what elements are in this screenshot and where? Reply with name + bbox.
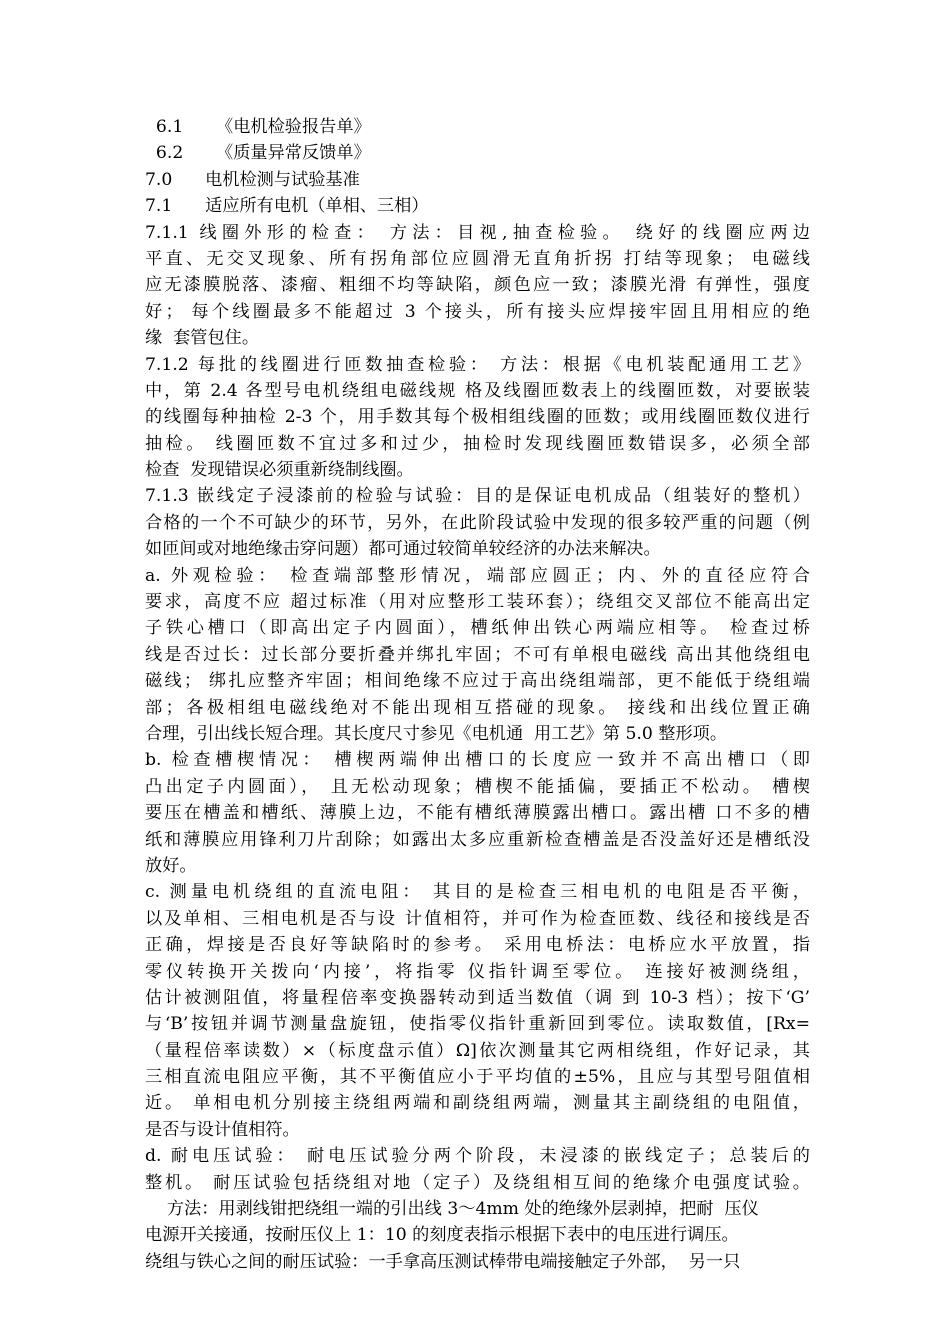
text-line: 磁线； 绑扎应整齐牢固；相间绝缘不应过于高出绕组端部，更不能低于绕组端 xyxy=(145,671,810,692)
text-line: （量程倍率读数）×（标度盘示值）Ω]依次测量其它两相绕组，作好记录，其 xyxy=(145,1040,810,1061)
text-line: c. 测量电机绕组的直流电阻： 其目的是检查三相电机的电阻是否平衡， xyxy=(145,882,810,903)
text-line: 应无漆膜脱落、漆瘤、粗细不均等缺陷，颜色应一致；漆膜光滑 有弹性，强度 xyxy=(145,275,810,296)
text-line: 电源开关接通，按耐压仪上 1：10 的刻度表指示根据下表中的电压进行调压。 xyxy=(145,1225,739,1246)
text-line: 近。 单相电机分别接主绕组两端和副绕组两端，测量其主副绕组的电阻值， xyxy=(145,1093,810,1114)
text-line: a. 外观检验： 检查端部整形情况，端部应圆正；内、外的直径应符合 xyxy=(145,565,810,586)
text-line: 中，第 2.4 各型号电机绕组电磁线规 格及线圈匝数表上的线圈匝数，对要嵌装 xyxy=(145,380,810,401)
text-line: 好； 每个线圈最多不能超过 3 个接头，所有接头应焊接牢固且用相应的绝 xyxy=(145,301,810,322)
text-line: 7.1.2 每批的线圈进行匝数抽查检验： 方法：根据《电机装配通用工艺》 xyxy=(145,354,810,375)
text-line: 整机。 耐压试验包括绕组对地（定子）及绕组相互间的绝缘介电强度试验。 xyxy=(145,1172,810,1193)
text-line: 正确，焊接是否良好等缺陷时的参考。 采用电桥法：电桥应水平放置，指 xyxy=(145,935,810,956)
section-heading: 7.0 电机检测与试验基准 xyxy=(145,169,360,190)
text-line: 检查 发现错误必须重新绕制线圈。 xyxy=(145,460,414,481)
text-line: 绕组与铁心之间的耐压试验：一手拿高压测试棒带电端接触定子外部， 另一只 xyxy=(145,1251,741,1272)
text-line: 线是否过长：过长部分要折叠并绑扎牢固；不可有单根电磁线 高出其他绕组电 xyxy=(145,644,810,665)
text-line: 部；各极相组电磁线绝对不能出现相互搭碰的现象。 接线和出线位置正确 xyxy=(145,697,810,718)
text-line: d. 耐电压试验： 耐电压试验分两个阶段，未浸漆的嵌线定子；总装后的 xyxy=(145,1146,810,1167)
text-line: 6.1 《电机检验报告单》 xyxy=(145,117,371,137)
text-line: 要压在槽盖和槽纸、薄膜上边，不能有槽纸薄膜露出槽口。露出槽 口不多的槽 xyxy=(145,803,810,824)
text-line: 放好。 xyxy=(145,855,197,876)
text-line: 凸出定子内圆面）， 且无松动现象；槽楔不能插偏，要插正不松动。 槽楔 xyxy=(145,776,810,797)
text-line: 平直、无交叉现象、所有拐角部位应圆滑无直角折拐 打结等现象； 电磁线 xyxy=(145,248,810,269)
text-line: 7.1.1 线圈外形的检查： 方法：目视,抽查检验。 绕好的线圈应两边 xyxy=(145,222,810,243)
text-line: 抽检。 线圈匝数不宜过多和过少，抽检时发现线圈匝数错误多，必须全部 xyxy=(145,433,810,454)
text-line: 要求，高度不应 超过标准（用对应整形工装环套）；绕组交叉部位不能高出定 xyxy=(145,592,810,613)
text-line: 7.1.3 嵌线定子浸漆前的检验与试验：目的是保证电机成品（组装好的整机） xyxy=(145,486,810,507)
text-line: 三相直流电阻应平衡，其不平衡值应小于平均值的±5%，且应与其型号阻值相 xyxy=(145,1067,810,1088)
text-line: 子铁心槽口（即高出定子内圆面），槽纸伸出铁心两端应相等。 检查过桥 xyxy=(145,618,810,639)
text-line: 是否与设计值相符。 xyxy=(145,1119,300,1140)
text-line: 6.2 《质量异常反馈单》 xyxy=(145,143,371,164)
section-heading: 7.1 适应所有电机（单相、三相） xyxy=(145,196,429,217)
text-line: 合格的一个不可缺少的环节，另外，在此阶段试验中发现的很多较严重的问题（例 xyxy=(145,512,810,533)
text-line: 合理，引出线长短合理。其长度尺寸参见《电机通 用工艺》第 5.0 整形项。 xyxy=(145,723,728,744)
text-line: 以及单相、三相电机是否与设 计值相符，并可作为检查匝数、线径和接线是否 xyxy=(145,908,810,929)
text-line: 的线圈每种抽检 2-3 个，用手数其每个极相组线圈的匝数；或用线圈匝数仪进行 xyxy=(145,407,810,428)
text-line: 估计被测阻值，将量程倍率变换器转动到适当数值（调 到 10-3 档）；按下‘G’ xyxy=(145,987,810,1008)
text-line: 与‘B’按钮并调节测量盘旋钮，使指零仪指针重新回到零位。读取数值，[Rx= xyxy=(145,1014,810,1035)
text-line: 如匝间或对地绝缘击穿问题）都可通过较简单较经济的办法来解决。 xyxy=(145,539,661,560)
text-line: 缘 套管包住。 xyxy=(145,328,260,349)
text-line: 方法：用剥线钳把绕组一端的引出线 3～4mm 处的绝缘外层剥掉，把耐 压仪 xyxy=(145,1199,759,1220)
text-line: 纸和薄膜应用锋利刀片刮除；如露出太多应重新检查槽盖是否没盖好还是槽纸没 xyxy=(145,829,810,850)
text-line: b. 检查槽楔情况： 槽楔两端伸出槽口的长度应一致并不高出槽口（即 xyxy=(145,750,810,771)
text-line: 零仪转换开关拨向‘内接’，将指零 仪指针调至零位。 连接好被测绕组， xyxy=(145,961,810,982)
document-body xyxy=(145,114,810,1275)
